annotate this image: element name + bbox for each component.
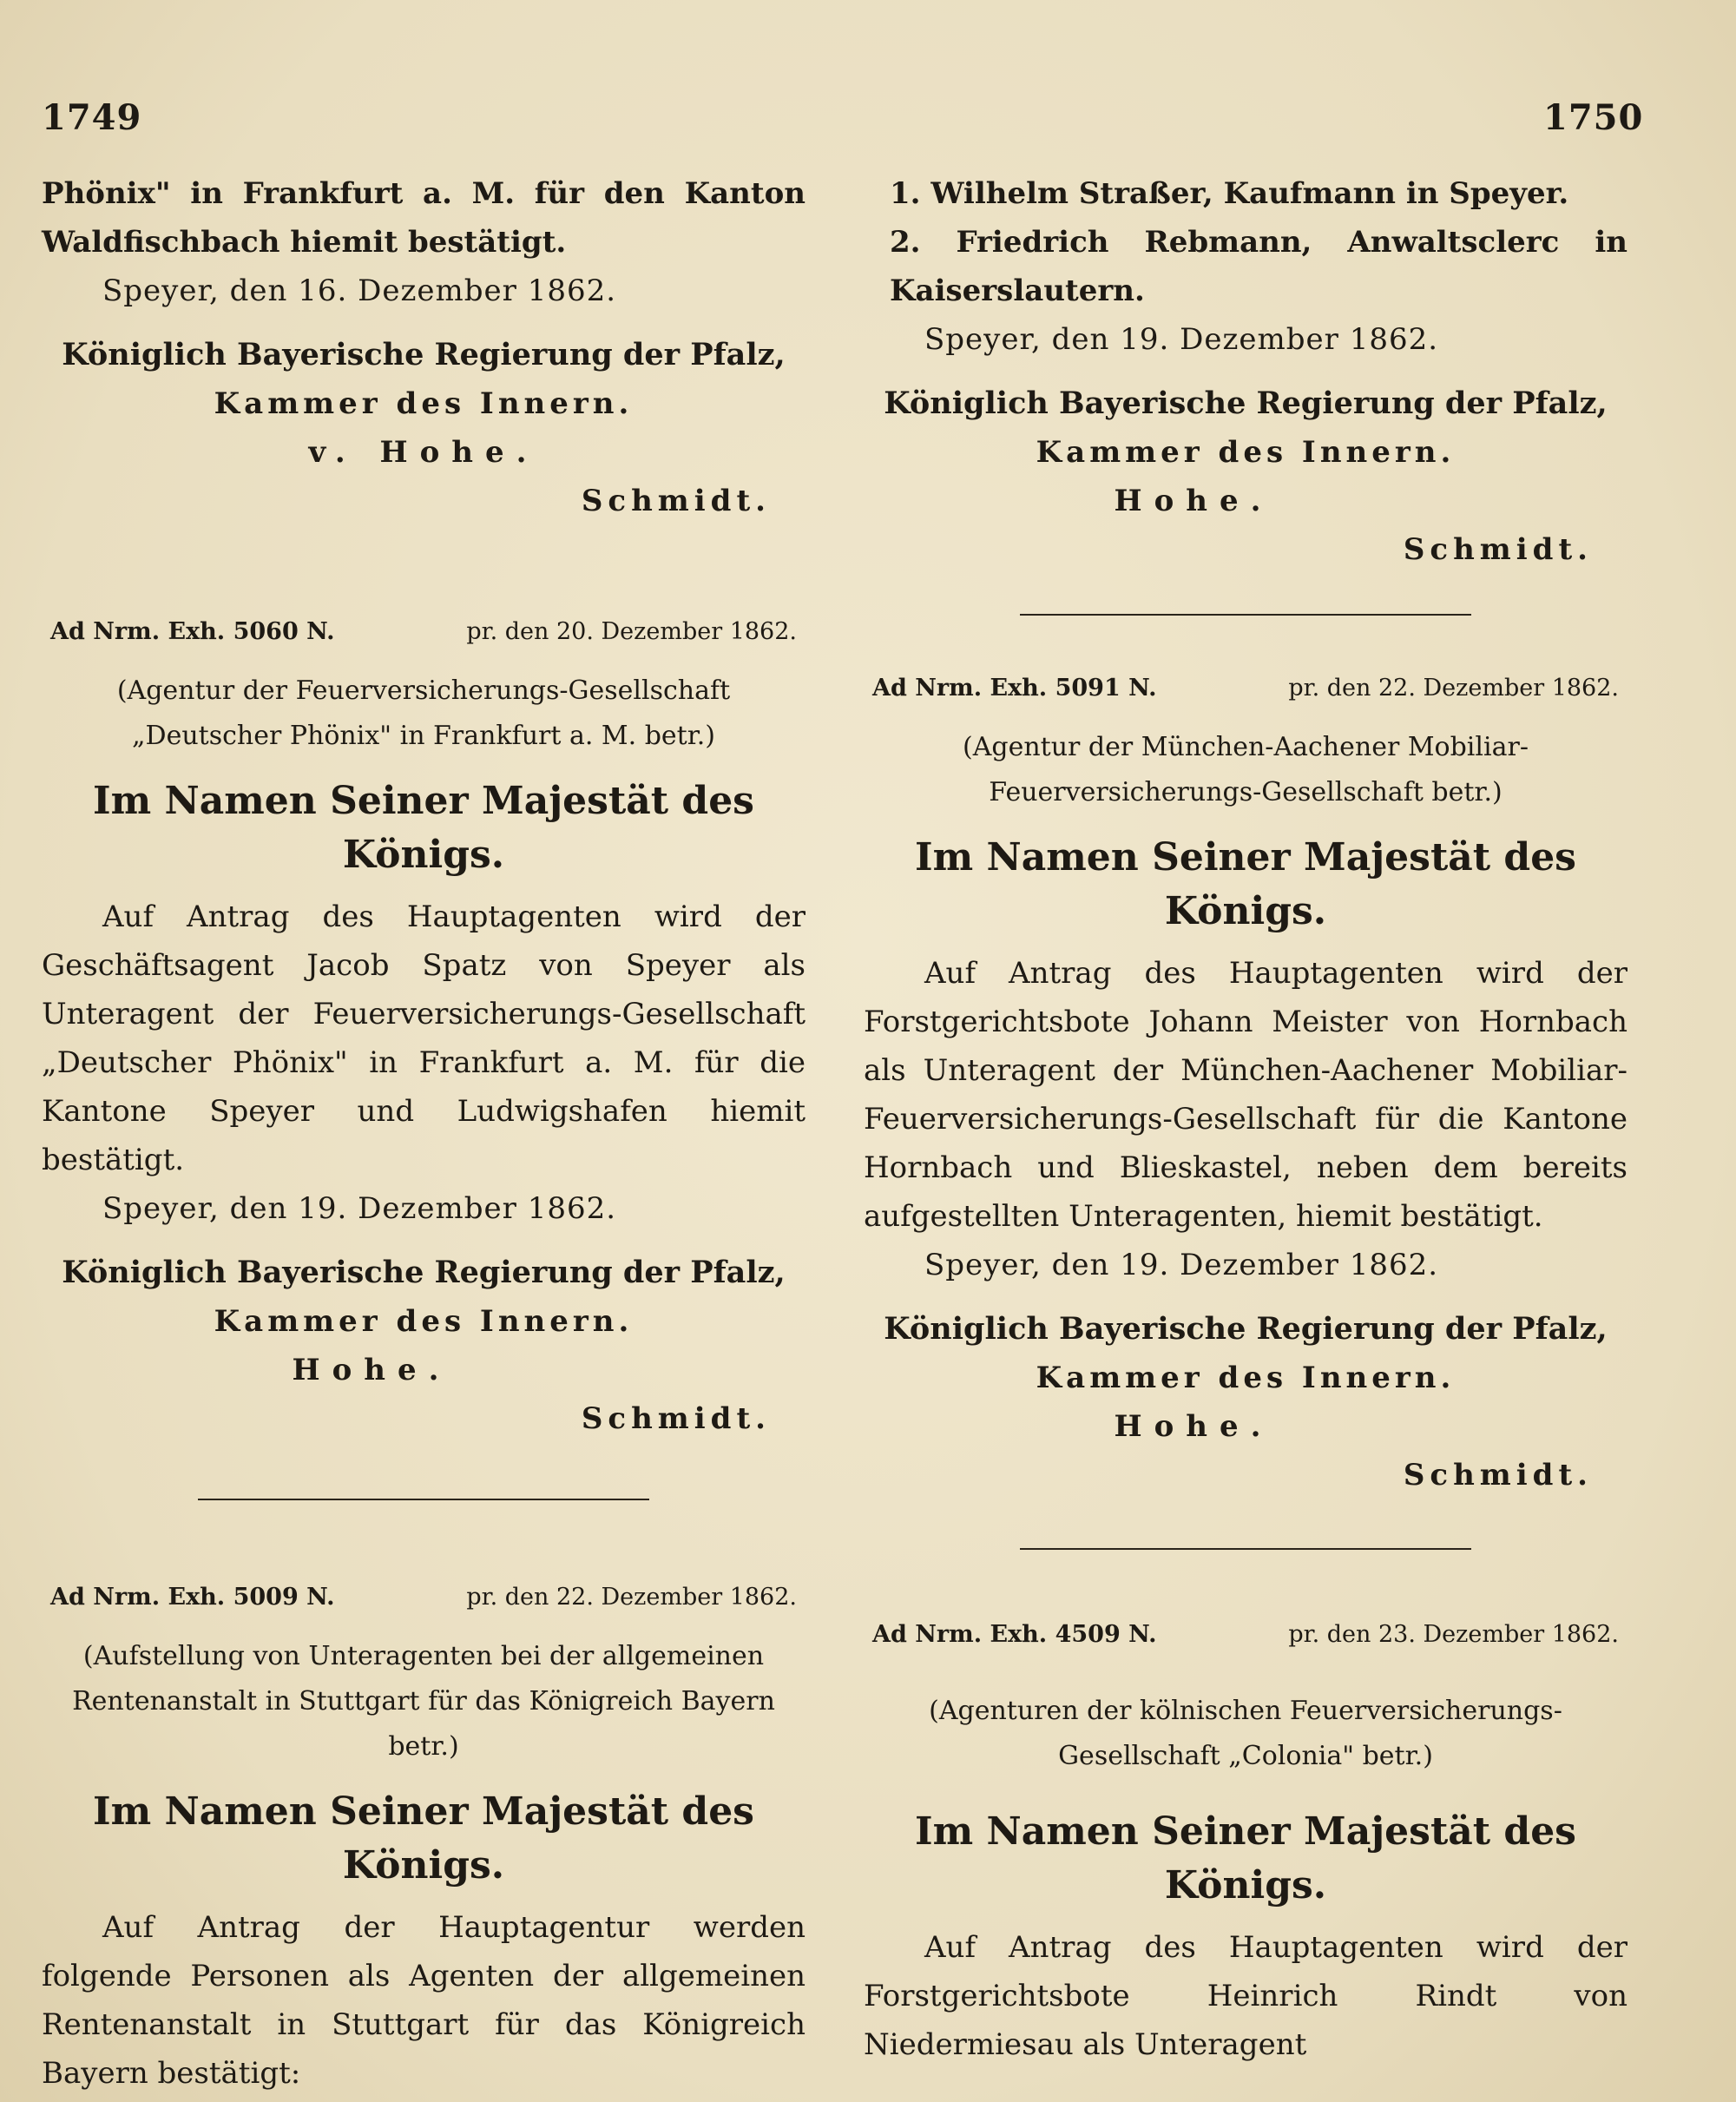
body-paragraph: Auf Antrag der Hauptagentur werden folgende Personen als Agenten der allgemeinen Rentenanstalt in Stuttgart für das Königreich Bayern bestätigt: bbox=[42, 1910, 806, 2091]
body-paragraph: Auf Antrag des Hauptagenten wird der Geschäftsagent Jacob Spatz von Speyer als Unteragent der Feuerversicherungs-Gesellschaft „Deutscher Phönix" in Frankfurt a. M. für die Kantone Speyer und Ludwigshafen hiemit bestätigt. bbox=[42, 899, 806, 1177]
subject-line: (Agenturen der kölnischen Feuerversicherungs-Gesellschaft „Colonia" betr.) bbox=[929, 1696, 1562, 1771]
page-number-left: 1749 bbox=[42, 97, 142, 138]
signer-primary: Hohe. bbox=[1114, 484, 1273, 518]
reference-line bbox=[872, 1611, 1619, 1659]
government-name: Königlich Bayerische Regierung der Pfalz, bbox=[62, 1255, 786, 1290]
kammer-line: Kammer des Innern. bbox=[214, 386, 634, 421]
receipt-date: pr. den 20. Dezember 1862. bbox=[466, 618, 797, 645]
government-name: Königlich Bayerische Regierung der Pfalz, bbox=[884, 385, 1608, 421]
body-paragraph: Auf Antrag des Hauptagenten wird der Forstgerichtsbote Johann Meister von Hornbach als Unteragent der München-Aachener Mobiliar-Feuerversicherungs-Gesellschaft für die Kantone Hornbach und Blieskastel, neben dem bereits aufgestellten Unteragenten, hiemit bestätigt. bbox=[864, 956, 1628, 1234]
reference-line bbox=[50, 1573, 797, 1622]
signer-secondary: Schmidt. bbox=[581, 484, 771, 518]
date-line: Speyer, den 19. Dezember 1862. bbox=[102, 1191, 617, 1226]
reference-number: Ad Nrm. Exh. 5009 N. bbox=[50, 1584, 335, 1611]
reference-number: Ad Nrm. Exh. 4509 N. bbox=[872, 1621, 1157, 1648]
receipt-date: pr. den 23. Dezember 1862. bbox=[1288, 1621, 1619, 1648]
date-line: Speyer, den 19. Dezember 1862. bbox=[924, 322, 1439, 357]
section-heading: Im Namen Seiner Majestät des Königs. bbox=[93, 1789, 754, 1888]
left-column bbox=[42, 169, 806, 2098]
receipt-date: pr. den 22. Dezember 1862. bbox=[1288, 675, 1619, 702]
subject-line: (Agentur der Feuerversicherungs-Gesellschaft „Deutscher Phönix" in Frankfurt a. M. betr.) bbox=[116, 675, 731, 751]
kammer-line: Kammer des Innern. bbox=[1036, 1361, 1456, 1395]
right-column bbox=[864, 169, 1628, 2069]
body-paragraph: Auf Antrag des Hauptagenten wird der Forstgerichtsbote Heinrich Rindt von Niedermiesau als Unteragent bbox=[864, 1930, 1628, 2062]
section-heading: Im Namen Seiner Majestät des Königs. bbox=[93, 779, 754, 877]
signer-secondary: Schmidt. bbox=[581, 1401, 771, 1436]
kammer-line: Kammer des Innern. bbox=[214, 1304, 634, 1339]
signer-primary: Hohe. bbox=[1114, 1409, 1273, 1444]
section-divider bbox=[1020, 1548, 1471, 1550]
page-number-right: 1750 bbox=[1543, 97, 1644, 138]
date-line: Speyer, den 16. Dezember 1862. bbox=[102, 273, 617, 308]
section-heading: Im Namen Seiner Majestät des Königs. bbox=[915, 1809, 1576, 1908]
signer-secondary: Schmidt. bbox=[1403, 532, 1593, 567]
subject-line: (Agentur der München-Aachener Mobiliar-Feuerversicherungs-Gesellschaft betr.) bbox=[963, 732, 1529, 807]
section-heading: Im Namen Seiner Majestät des Königs. bbox=[915, 835, 1576, 933]
signer-secondary: Schmidt. bbox=[1403, 1458, 1593, 1492]
section-divider bbox=[198, 1499, 649, 1500]
receipt-date: pr. den 22. Dezember 1862. bbox=[466, 1584, 797, 1611]
subject-line: (Aufstellung von Unteragenten bei der allgemeinen Rentenanstalt in Stuttgart für das Königreich Bayern betr.) bbox=[72, 1641, 775, 1762]
signer-primary: v. Hohe. bbox=[308, 435, 539, 470]
reference-number: Ad Nrm. Exh. 5060 N. bbox=[50, 618, 335, 645]
reference-number: Ad Nrm. Exh. 5091 N. bbox=[872, 675, 1157, 702]
list-item: 1. Wilhelm Straßer, Kaufmann in Speyer. bbox=[890, 176, 1569, 211]
list-item: 2. Friedrich Rebmann, Anwaltsclerc in Kaiserslautern. bbox=[890, 225, 1628, 308]
government-name: Königlich Bayerische Regierung der Pfalz, bbox=[884, 1311, 1608, 1347]
reference-line bbox=[50, 608, 797, 656]
kammer-line: Kammer des Innern. bbox=[1036, 435, 1456, 470]
signer-primary: Hohe. bbox=[292, 1353, 451, 1387]
reference-line bbox=[872, 664, 1619, 713]
section-divider bbox=[1020, 614, 1471, 616]
date-line: Speyer, den 19. Dezember 1862. bbox=[924, 1248, 1439, 1282]
government-name: Königlich Bayerische Regierung der Pfalz, bbox=[62, 337, 786, 372]
continuation-text: Phönix" in Frankfurt a. M. für den Kanton Waldfischbach hiemit bestätigt. bbox=[42, 176, 806, 260]
